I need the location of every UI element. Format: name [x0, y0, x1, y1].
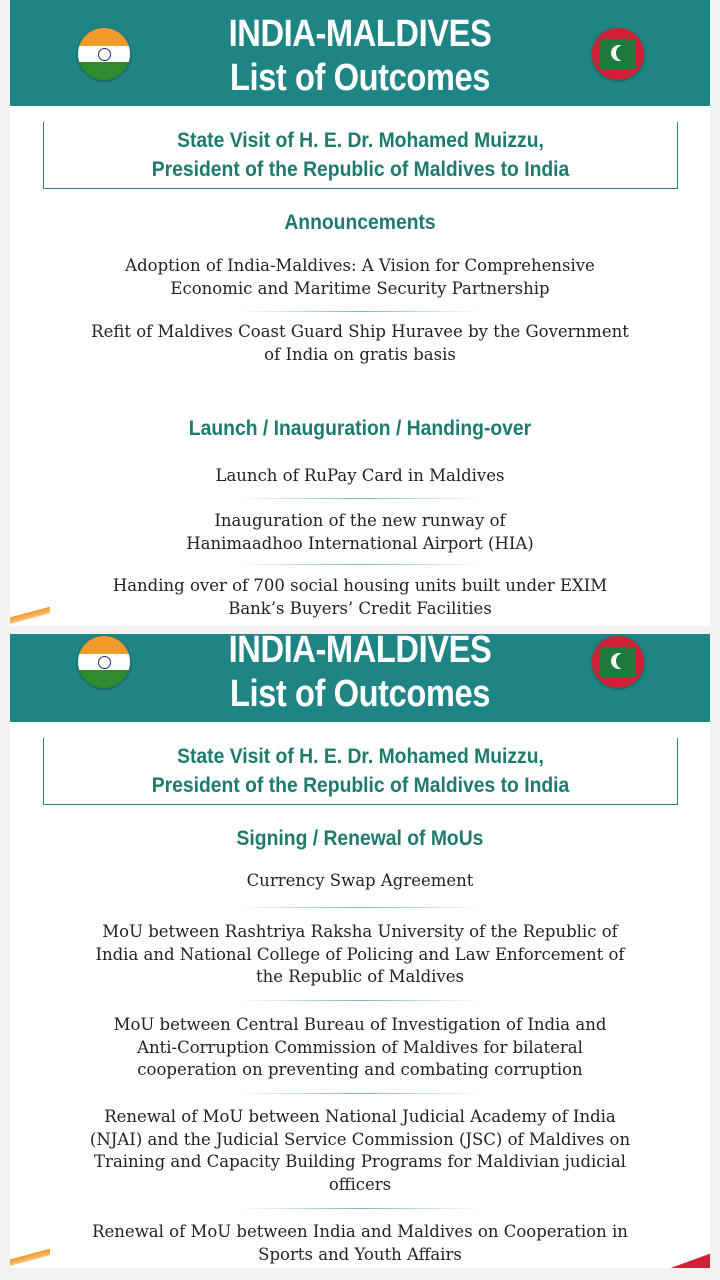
subtitle-line-1: State Visit of H. E. Dr. Mohamed Muizzu,	[177, 745, 544, 768]
banner-title	[59, 634, 661, 716]
decorative-swoosh	[670, 1250, 710, 1268]
subtitle-line-2: President of the Republic of Maldives to India	[151, 158, 570, 181]
outcome-item	[10, 1221, 710, 1266]
item-line: cooperation on preventing and combating corruption	[137, 1060, 583, 1079]
maldives-flag-icon	[592, 28, 644, 80]
item-line: Bank’s Buyers’ Credit Facilities	[228, 598, 492, 618]
item-divider	[240, 311, 480, 312]
outcome-item	[10, 1106, 710, 1196]
outcome-item	[10, 510, 710, 555]
item-line: MoU between Rashtriya Raksha University of the Republic of	[102, 922, 618, 941]
section-heading-launch: Launch / Inauguration / Handing-over	[188, 417, 532, 440]
item-line: Adoption of India-Maldives: A Vision for Comprehensive	[125, 256, 595, 275]
outcomes-panel-2	[10, 634, 710, 1268]
item-line: Inauguration of the new runway of	[214, 511, 506, 530]
item-line: (NJAI) and the Judicial Service Commission (JSC) of Maldives on	[89, 1129, 631, 1149]
subtitle-box	[43, 738, 678, 805]
item-line: MoU between Central Bureau of Investigation of India and	[113, 1015, 607, 1034]
item-line: India and National College of Policing and Law Enforcement of	[95, 944, 625, 964]
item-line: Renewal of MoU between India and Maldives on Cooperation in	[92, 1222, 628, 1241]
item-divider	[240, 564, 480, 565]
decorative-swoosh	[10, 1246, 50, 1268]
item-line: Currency Swap Agreement	[246, 871, 474, 890]
banner-title	[59, 12, 661, 100]
decorative-swoosh	[10, 604, 50, 626]
item-divider	[240, 1208, 480, 1209]
title-line-2: List of Outcomes	[229, 57, 491, 99]
item-divider	[240, 1000, 480, 1001]
item-divider	[240, 907, 480, 908]
item-line: officers	[328, 1174, 392, 1194]
section-heading-mous: Signing / Renewal of MoUs	[236, 827, 484, 850]
item-line: Training and Capacity Building Programs for Maldivian judicial	[94, 1152, 626, 1171]
subtitle-box	[43, 122, 678, 189]
title-line-1: INDIA-MALDIVES	[228, 634, 492, 671]
outcome-item	[10, 321, 710, 366]
title-line-1: INDIA-MALDIVES	[228, 13, 492, 55]
title-line-2: List of Outcomes	[229, 673, 491, 715]
title-banner	[10, 0, 710, 106]
outcome-item	[10, 575, 710, 620]
item-line: Refit of Maldives Coast Guard Ship Huravee by the Government	[91, 322, 629, 341]
outcome-item	[10, 921, 710, 989]
item-line: Launch of RuPay Card in Maldives	[215, 466, 505, 485]
subtitle-line-1: State Visit of H. E. Dr. Mohamed Muizzu,	[177, 129, 544, 152]
item-line: Anti-Corruption Commission of Maldives for bilateral	[137, 1037, 583, 1057]
title-banner	[10, 634, 710, 722]
item-line: of India on gratis basis	[264, 344, 456, 364]
outcome-item	[10, 465, 710, 488]
outcome-item	[10, 255, 710, 300]
outcomes-panel-1	[10, 0, 710, 626]
visit-subtitle	[69, 742, 651, 800]
item-line: Sports and Youth Affairs	[258, 1244, 462, 1264]
item-divider	[240, 498, 480, 499]
item-line: Economic and Maritime Security Partnership	[170, 278, 550, 298]
item-line: the Republic of Maldives	[256, 967, 464, 986]
item-line: Hanimaadhoo International Airport (HIA)	[186, 533, 534, 553]
visit-subtitle	[69, 126, 651, 184]
section-heading-announcements: Announcements	[284, 211, 436, 234]
maldives-flag-icon	[592, 636, 644, 688]
outcome-item	[10, 1014, 710, 1082]
item-line: Renewal of MoU between National Judicial Academy of India	[104, 1107, 616, 1126]
item-line: Handing over of 700 social housing units built under EXIM	[112, 576, 608, 595]
subtitle-line-2: President of the Republic of Maldives to India	[151, 774, 570, 797]
outcome-item	[10, 870, 710, 893]
item-divider	[240, 1093, 480, 1094]
